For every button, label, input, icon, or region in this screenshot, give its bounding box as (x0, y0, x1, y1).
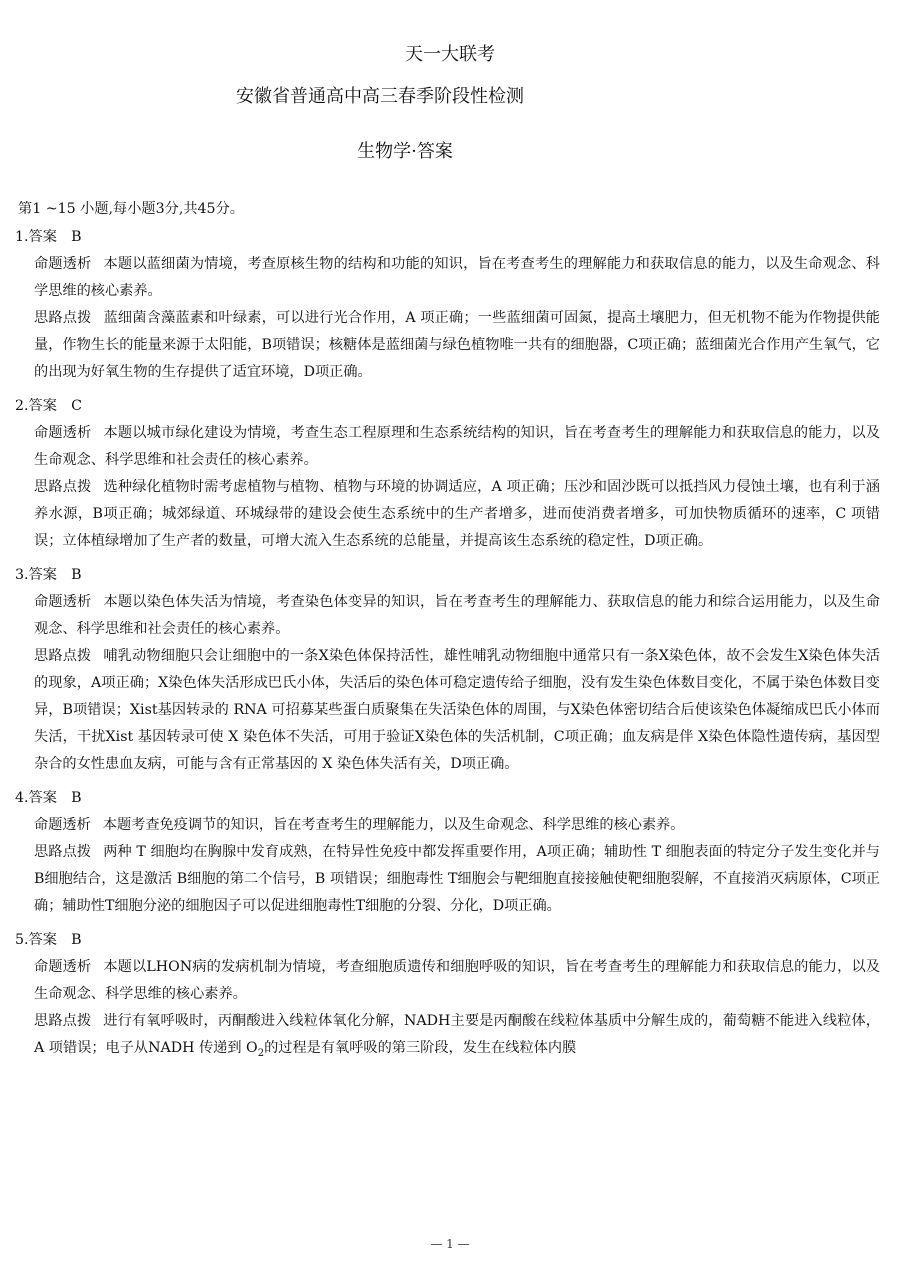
answer-content (0, 196, 880, 1073)
analysis-paragraph (34, 420, 880, 474)
analysis-text: 本题以染色体失活为情境，考查染色体变异的知识，旨在考查考生的理解能力、获取信息的能力和综合运用能力，以及生命观念、科学思维和社会责任的核心素养。 (34, 594, 880, 637)
answer-heading: 1.答案 B (15, 229, 82, 245)
question-5 (0, 926, 880, 1067)
analysis-text: 本题以蓝细菌为情境，考查原核生物的结构和功能的知识，旨在考查考生的理解能力和获取信息的能力，以及生命观念、科学思维的核心素养。 (34, 256, 880, 299)
analysis-tag: 命题透析 (34, 959, 92, 975)
analysis-tag: 命题透析 (34, 594, 92, 610)
question-2 (0, 392, 880, 555)
hint-text: 蓝细菌含藻蓝素和叶绿素，可以进行光合作用，A 项正确；一些蓝细菌可固氮，提高土壤肥力，但无机物不能为作物提供能量，作物生长的能量来源于太阳能，B项错误；核糖体是蓝细菌与绿色植物唯一共有的细胞器，C项正确；蓝细菌光合作用产生氧气，它的出现为好氧生物的生存提供了适宜环境，D项正确。 (34, 310, 880, 380)
analysis-tag: 命题透析 (34, 425, 92, 441)
hint-tag: 思路点拨 (34, 310, 92, 326)
hint-paragraph (34, 839, 880, 920)
hint-tag: 思路点拨 (34, 479, 92, 495)
hint-tag: 思路点拨 (34, 1013, 92, 1029)
analysis-paragraph (34, 251, 880, 305)
hint-tag: 思路点拨 (34, 648, 92, 664)
analysis-paragraph (34, 812, 880, 839)
analysis-paragraph (34, 589, 880, 643)
analysis-tag: 命题透析 (34, 817, 91, 833)
question-3 (0, 561, 880, 778)
hint-paragraph (34, 643, 880, 778)
analysis-tag: 命题透析 (34, 256, 92, 272)
hint-paragraph (34, 305, 880, 386)
answer-heading: 4.答案 B (15, 790, 82, 806)
exam-title: 天一大联考 (405, 44, 495, 65)
analysis-text: 本题以LHON病的发病机制为情境，考查细胞质遗传和细胞呼吸的知识，旨在考查考生的理解能力和获取信息的能力，以及生命观念、科学思维的核心素养。 (34, 959, 880, 1002)
exam-subtitle: 安徽省普通高中高三春季阶段性检测 (236, 86, 524, 107)
hint-paragraph (34, 474, 880, 555)
analysis-paragraph (34, 954, 880, 1008)
page-number: — 1 — (430, 1237, 470, 1251)
analysis-text: 本题以城市绿化建设为情境，考查生态工程原理和生态系统结构的知识，旨在考查考生的理解能力和获取信息的能力，以及生命观念、科学思维和社会责任的核心素养。 (34, 425, 880, 468)
subject-title: 生物学·答案 (357, 141, 453, 162)
hint-text: 哺乳动物细胞只会让细胞中的一条X染色体保持活性，雄性哺乳动物细胞中通常只有一条X染色体，故不会发生X染色体失活的现象，A项正确；X染色体失活形成巴氏小体，失活后的染色体可稳定遗传给子细胞，没有发生染色体数目变化，不属于染色体数目变异，B项错误；Xist基因转录的 RNA 可招募某些蛋白质聚集在失活染色体的周围，与X染色体密切结合后使该染色体凝缩成巴氏小体而失活，干扰Xist 基因转录可使 X 染色体不失活，可用于验证X染色体的失活机制，C项正确；血友病是伴 X染色体隐性遗传病，基因型杂合的女性患血友病，可能与含有正常基因的 X 染色体失活有关，D项正确。 (34, 648, 880, 772)
question-1 (0, 223, 880, 386)
hint-text: 选种绿化植物时需考虑植物与植物、植物与环境的协调适应，A 项正确；压沙和固沙既可以抵挡风力侵蚀土壤，也有利于涵养水源，B项正确；城郊绿道、环城绿带的建设会使生态系统中的生产者增多，进而使消费者增多，可加快物质循环的速率，C 项错误；立体植绿增加了生产者的数量，可增大流入生态系统的总能量，并提高该生态系统的稳定性，D项正确。 (34, 479, 880, 549)
hint-paragraph (34, 1008, 880, 1067)
section-intro: 第1 ~15 小题,每小题3分,共45分。 (18, 201, 244, 217)
hint-text-b: 的过程是有氧呼吸的第三阶段，发生在线粒体内膜 (264, 1040, 577, 1056)
answer-heading: 3.答案 B (15, 567, 82, 583)
analysis-text: 本题考查免疫调节的知识，旨在考查考生的理解能力，以及生命观念、科学思维的核心素养。 (102, 817, 685, 833)
hint-tag: 思路点拨 (34, 844, 92, 860)
question-4 (0, 784, 880, 920)
hint-text-a: 进行有氧呼吸时，丙酮酸进入线粒体氧化分解，NADH主要是丙酮酸在线粒体基质中分解生成的，葡萄糖不能进入线粒体，A 项错误；电子从NADH 传递到 O (34, 1013, 880, 1056)
answer-heading: 5.答案 B (15, 932, 82, 948)
answer-heading: 2.答案 C (15, 398, 82, 414)
subscript-2: 2 (257, 1047, 265, 1059)
hint-text: 两种 T 细胞均在胸腺中发育成熟，在特异性免疫中都发挥重要作用，A项正确；辅助性 T 细胞表面的特定分子发生变化并与B细胞结合，这是激活 B细胞的第二个信号，B 项错误；细胞毒性 T细胞会与靶细胞直接接触使靶细胞裂解，不直接消灭病原体，C项正确；辅助性T细胞分泌的细胞因子可以促进细胞毒性T细胞的分裂、分化，D项正确。 (34, 844, 880, 914)
